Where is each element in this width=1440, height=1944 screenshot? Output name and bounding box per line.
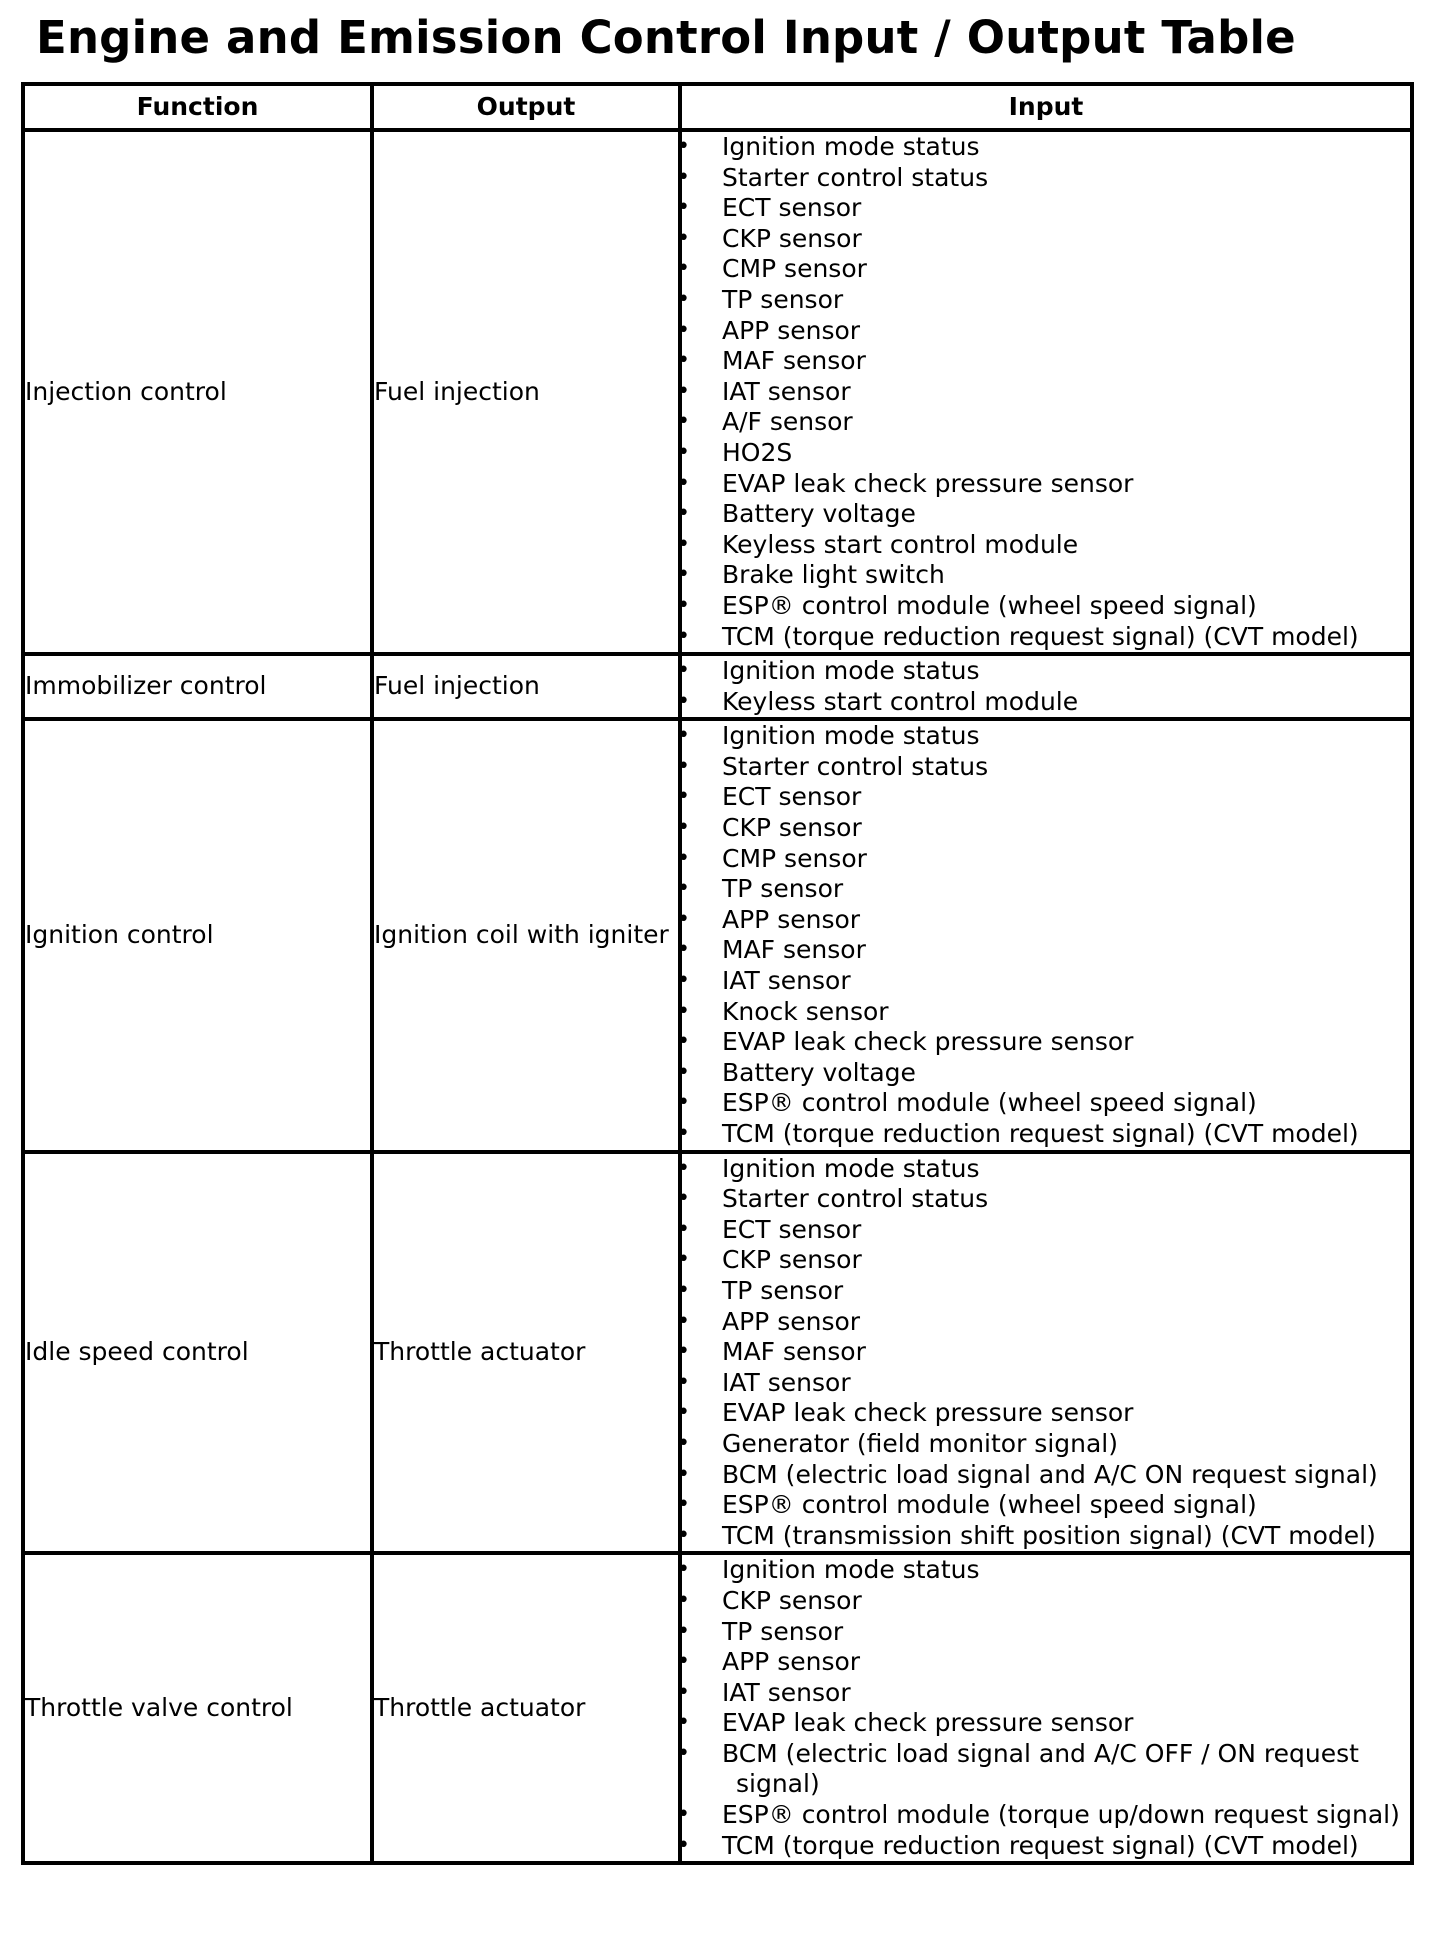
input-list-item: • IAT sensor: [722, 1678, 1410, 1709]
input-list-item: • ESP® control module (wheel speed signal): [722, 1088, 1410, 1119]
input-list-item: • TP sensor: [722, 285, 1410, 316]
page-title: Engine and Emission Control Input / Output Table: [36, 11, 1296, 64]
input-list-item: • CMP sensor: [722, 844, 1410, 875]
input-list-item: • EVAP leak check pressure sensor: [722, 1708, 1410, 1739]
input-list-item: • BCM (electric load signal and A/C ON request signal): [722, 1460, 1410, 1491]
input-list-item: • TP sensor: [722, 874, 1410, 905]
table-row: [23, 130, 1412, 654]
output-cell: Throttle actuator: [372, 1553, 680, 1863]
input-list: [682, 132, 1410, 652]
input-list-item: • ESP® control module (wheel speed signal): [722, 1490, 1410, 1521]
input-list-item: • MAF sensor: [722, 346, 1410, 377]
input-list-item: • Ignition mode status: [722, 721, 1410, 752]
input-list-item: • Starter control status: [722, 752, 1410, 783]
input-cell: [680, 719, 1412, 1151]
input-list-item: • TP sensor: [722, 1276, 1410, 1307]
input-list-item: • HO2S: [722, 438, 1410, 469]
table-body: [23, 130, 1412, 1863]
input-list-item: • Ignition mode status: [722, 656, 1410, 687]
output-cell: Fuel injection: [372, 654, 680, 719]
input-list-item: • MAF sensor: [722, 1337, 1410, 1368]
input-list-item: • IAT sensor: [722, 1368, 1410, 1399]
input-list-item: • EVAP leak check pressure sensor: [722, 469, 1410, 500]
input-list-item: • APP sensor: [722, 316, 1410, 347]
input-list-item: • TCM (torque reduction request signal) (CVT model): [722, 1119, 1410, 1150]
input-list-item: • Starter control status: [722, 1184, 1410, 1215]
input-list-item: • ESP® control module (wheel speed signal): [722, 591, 1410, 622]
input-list-item: • Battery voltage: [722, 1058, 1410, 1089]
table-row: [23, 1152, 1412, 1554]
input-list-item: • MAF sensor: [722, 935, 1410, 966]
input-cell: [680, 1553, 1412, 1863]
function-cell: Throttle valve control: [23, 1553, 372, 1863]
input-list-item: • TP sensor: [722, 1617, 1410, 1648]
input-list: [682, 721, 1410, 1149]
input-list: [682, 1555, 1410, 1861]
table-row: [23, 1553, 1412, 1863]
table-row: [23, 719, 1412, 1151]
input-list-item: • CKP sensor: [722, 224, 1410, 255]
input-list-item: • Keyless start control module: [722, 687, 1410, 718]
input-list-item: • Battery voltage: [722, 499, 1410, 530]
input-cell: [680, 1152, 1412, 1554]
io-table: [21, 82, 1414, 1865]
output-cell: Throttle actuator: [372, 1152, 680, 1554]
input-cell: [680, 130, 1412, 654]
input-list-item: • APP sensor: [722, 1647, 1410, 1678]
input-list-item: • A/F sensor: [722, 407, 1410, 438]
input-list-item: • Ignition mode status: [722, 1154, 1410, 1185]
header-row: [23, 84, 1412, 130]
input-list-item: • Ignition mode status: [722, 1555, 1410, 1586]
function-cell: Immobilizer control: [23, 654, 372, 719]
input-list-item: • ESP® control module (torque up/down request signal): [722, 1800, 1410, 1831]
input-list-item: • ECT sensor: [722, 1215, 1410, 1246]
input-list-item: • Ignition mode status: [722, 132, 1410, 163]
function-cell: Idle speed control: [23, 1152, 372, 1554]
input-list: [682, 1154, 1410, 1552]
input-list-item: • Keyless start control module: [722, 530, 1410, 561]
function-cell: Ignition control: [23, 719, 372, 1151]
function-cell: Injection control: [23, 130, 372, 654]
input-list-item: • TCM (torque reduction request signal) (CVT model): [722, 622, 1410, 653]
input-list-item: • CKP sensor: [722, 1586, 1410, 1617]
input-list-item: • Brake light switch: [722, 560, 1410, 591]
input-list-item: • CKP sensor: [722, 1245, 1410, 1276]
input-list-item: • IAT sensor: [722, 966, 1410, 997]
input-list-item: • TCM (transmission shift position signal) (CVT model): [722, 1521, 1410, 1552]
input-list-item: • Generator (field monitor signal): [722, 1429, 1410, 1460]
input-list-item: • CMP sensor: [722, 254, 1410, 285]
input-list-item: • CKP sensor: [722, 813, 1410, 844]
input-list-item: • Starter control status: [722, 163, 1410, 194]
input-list-item: • EVAP leak check pressure sensor: [722, 1027, 1410, 1058]
output-cell: Fuel injection: [372, 130, 680, 654]
input-list-item: • Knock sensor: [722, 997, 1410, 1028]
input-list-item: • APP sensor: [722, 905, 1410, 936]
header-function: Function: [23, 84, 372, 130]
input-list-item: • EVAP leak check pressure sensor: [722, 1398, 1410, 1429]
header-output: Output: [372, 84, 680, 130]
input-cell: [680, 654, 1412, 719]
input-list-item: • APP sensor: [722, 1307, 1410, 1338]
input-list: [682, 656, 1410, 717]
input-list-item: • IAT sensor: [722, 377, 1410, 408]
input-list-item: • BCM (electric load signal and A/C OFF / ON request signal): [722, 1739, 1410, 1800]
table-row: [23, 654, 1412, 719]
input-list-item: • ECT sensor: [722, 782, 1410, 813]
header-input: Input: [680, 84, 1412, 130]
input-list-item: • ECT sensor: [722, 193, 1410, 224]
output-cell: Ignition coil with igniter: [372, 719, 680, 1151]
input-list-item: • TCM (torque reduction request signal) (CVT model): [722, 1831, 1410, 1862]
